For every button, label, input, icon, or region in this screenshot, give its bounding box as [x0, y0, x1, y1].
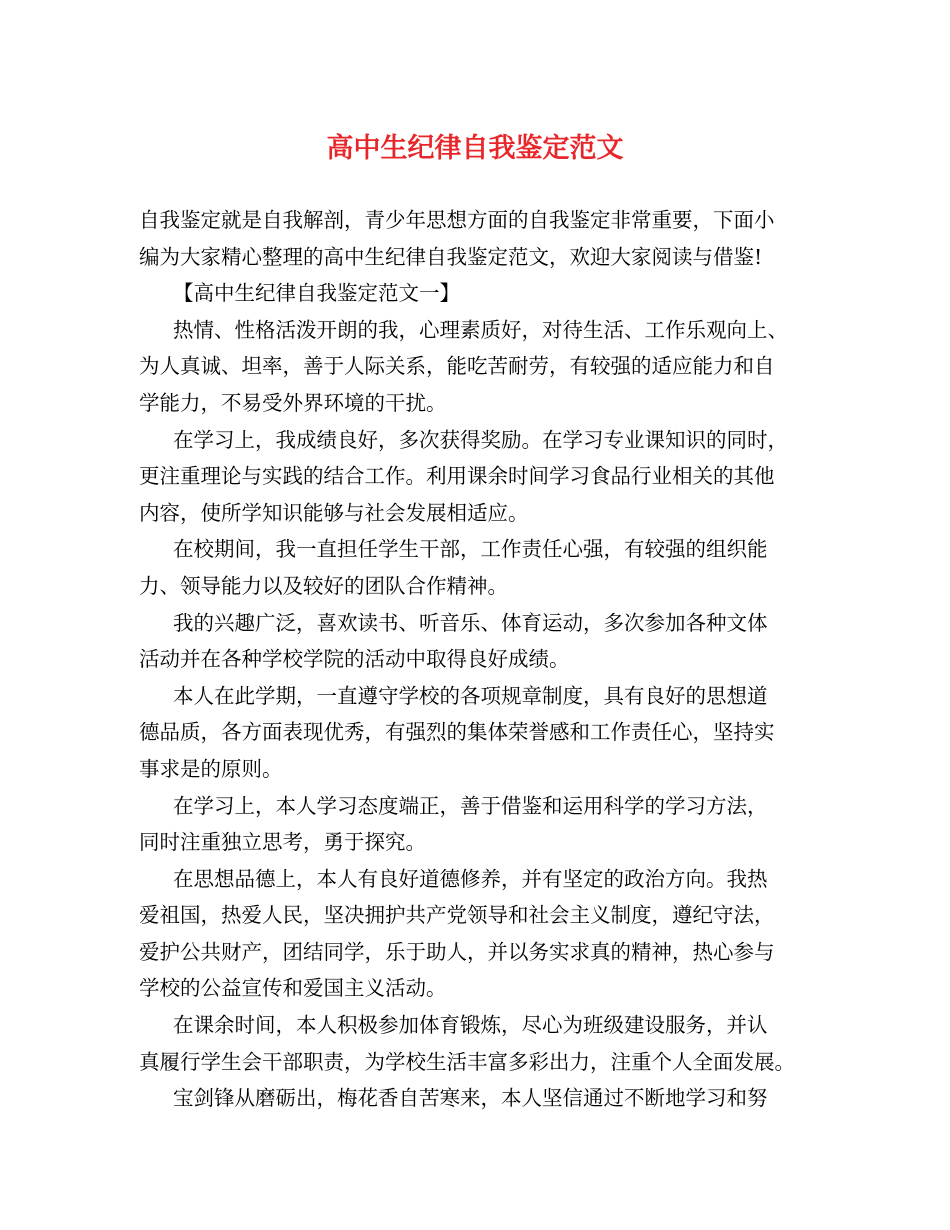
- paragraph-line: 活动并在各种学校学院的活动中取得良好成绩。: [139, 647, 570, 672]
- paragraph-first-line: 在校期间，我一直担任学生干部，工作责任心强，有较强的组织能: [173, 537, 768, 562]
- paragraph-line: 力、领导能力以及较好的团队合作精神。: [139, 573, 508, 598]
- paragraph-line: 爱祖国，热爱人民，坚决拥护共产党领导和社会主义制度，遵纪守法，: [139, 903, 775, 928]
- paragraph-line: 编为大家精心整理的高中生纪律自我鉴定范文，欢迎大家阅读与借鉴!: [139, 244, 763, 269]
- paragraph-line: 自我鉴定就是自我解剖，青少年思想方面的自我鉴定非常重要，下面小: [139, 208, 775, 232]
- paragraph-line: 同时注重独立思考，勇于探究。: [139, 830, 426, 855]
- paragraph-line: 事求是的原则。: [139, 756, 283, 781]
- paragraph-first-line: 在学习上，本人学习态度端正，善于借鉴和运用科学的学习方法，: [173, 793, 768, 818]
- paragraph-first-line: 在思想品德上，本人有良好道德修养，并有坚定的政治方向。我热: [173, 866, 768, 891]
- paragraph-line: 真履行学生会干部职责，为学校生活丰富多彩出力，注重个人全面发展。: [139, 1049, 795, 1074]
- paragraph-first-line: 在学习上，我成绩良好，多次获得奖励。在学习专业课知识的同时，: [173, 427, 788, 452]
- paragraph-first-line: 本人在此学期，一直遵守学校的各项规章制度，具有良好的思想道: [173, 683, 768, 708]
- paragraph-first-line: 热情、性格活泼开朗的我，心理素质好，对待生活、工作乐观向上、: [173, 317, 788, 342]
- paragraph-line: 更注重理论与实践的结合工作。利用课余时间学习食品行业相关的其他: [139, 464, 775, 489]
- paragraph-line: 为人真诚、坦率，善于人际关系，能吃苦耐劳，有较强的适应能力和自: [139, 354, 775, 379]
- document-body: [139, 202, 829, 1117]
- paragraph-line: 内容，使所学知识能够与社会发展相适应。: [139, 500, 529, 525]
- paragraph-first-line: 宝剑锋从磨砺出，梅花香自苦寒来，本人坚信通过不断地学习和努: [173, 1086, 768, 1111]
- paragraph-line: 德品质，各方面表现优秀，有强烈的集体荣誉感和工作责任心，坚持实: [139, 720, 775, 745]
- paragraph-first-line: 【高中生纪律自我鉴定范文一】: [173, 281, 460, 306]
- paragraph-first-line: 我的兴趣广泛，喜欢读书、听音乐、体育运动，多次参加各种文体: [173, 610, 768, 635]
- paragraph-first-line: 在课余时间，本人积极参加体育锻炼，尽心为班级建设服务，并认: [173, 1013, 768, 1038]
- paragraph-line: 爱护公共财产，团结同学，乐于助人，并以务实求真的精神，热心参与: [139, 939, 775, 964]
- document-title: 高中生纪律自我鉴定范文: [326, 133, 624, 164]
- paragraph-line: 学校的公益宣传和爱国主义活动。: [139, 976, 447, 1001]
- paragraph-line: 学能力，不易受外界环境的干扰。: [139, 390, 447, 415]
